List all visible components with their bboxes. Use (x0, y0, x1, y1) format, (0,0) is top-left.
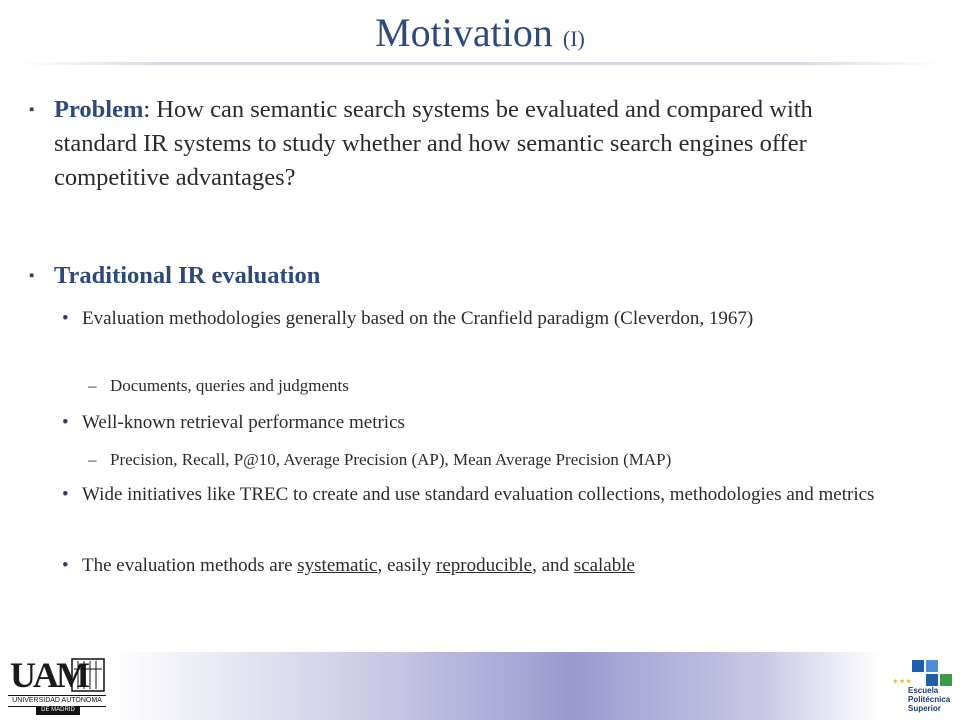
sub-bullet-text: Well-known retrieval performance metrics (82, 412, 405, 433)
eps-building-icon (882, 656, 956, 690)
sub4-prefix: The evaluation methods are (82, 555, 298, 576)
traditional-label: Traditional IR evaluation (54, 262, 321, 289)
eps-logo-text (908, 686, 956, 713)
eps-line2: Politécnica (908, 695, 951, 704)
dot-bullet-icon: • (62, 484, 69, 505)
square-bullet-icon: ▪ (29, 268, 35, 284)
sub-sub-bullet-text: Precision, Recall, P@10, Average Precision (AP), Mean Average Precision (MAP) (110, 450, 672, 469)
dash-bullet-icon: – (88, 450, 97, 469)
bullet-traditional (29, 259, 874, 293)
sub-bullet-trec (62, 482, 912, 507)
dot-bullet-icon: • (62, 555, 69, 576)
sub-bullet-cranfield (62, 306, 912, 331)
sub-bullet-text: Evaluation methodologies generally based on the Cranfield paradigm (Cleverdon, 1967) (82, 308, 754, 329)
dash-bullet-icon: – (88, 376, 97, 395)
square-bullet-icon: ▪ (29, 102, 35, 118)
slide-title-suffix: (I) (562, 26, 585, 51)
eps-line1: Escuela (908, 686, 939, 695)
sub-sub-bullet-docs (88, 374, 930, 398)
footer-gradient-bar (110, 652, 880, 720)
sub4-mid1: , easily (377, 555, 437, 576)
term-reproducible: reproducible (436, 555, 533, 576)
eps-line3: Superior (908, 704, 941, 713)
bullet-problem (29, 93, 874, 195)
dot-bullet-icon: • (62, 412, 69, 433)
sub4-mid2: , and (532, 555, 574, 576)
sub-bullet-methods (62, 553, 912, 578)
problem-text: : How can semantic search systems be evaluated and compared with standard IR systems to study whether and how semantic search engines offer competitive advantages? (54, 96, 813, 191)
term-scalable: scalable (573, 555, 635, 576)
term-systematic: systematic (297, 555, 378, 576)
problem-label: Problem (54, 96, 144, 123)
uam-logo-letters: UAM (10, 655, 87, 695)
sub-bullet-metrics (62, 410, 912, 435)
dot-bullet-icon: • (62, 308, 69, 329)
sub-sub-bullet-text: Documents, queries and judgments (110, 376, 349, 395)
uam-logo-subtitle: DE MADRID (36, 706, 80, 715)
sub-sub-bullet-precision (88, 448, 930, 472)
eps-logo (882, 656, 956, 718)
uam-building-icon (70, 657, 106, 693)
slide-title-text: Motivation (375, 10, 553, 55)
sub-bullet-text: Wide initiatives like TREC to create and use standard evaluation collections, methodologies and metrics (82, 484, 875, 505)
uam-logo-band: UNIVERSIDAD AUTONOMA (8, 695, 106, 707)
uam-logo (8, 655, 108, 715)
svg-text:✶✶✶: ✶✶✶ (892, 677, 913, 686)
